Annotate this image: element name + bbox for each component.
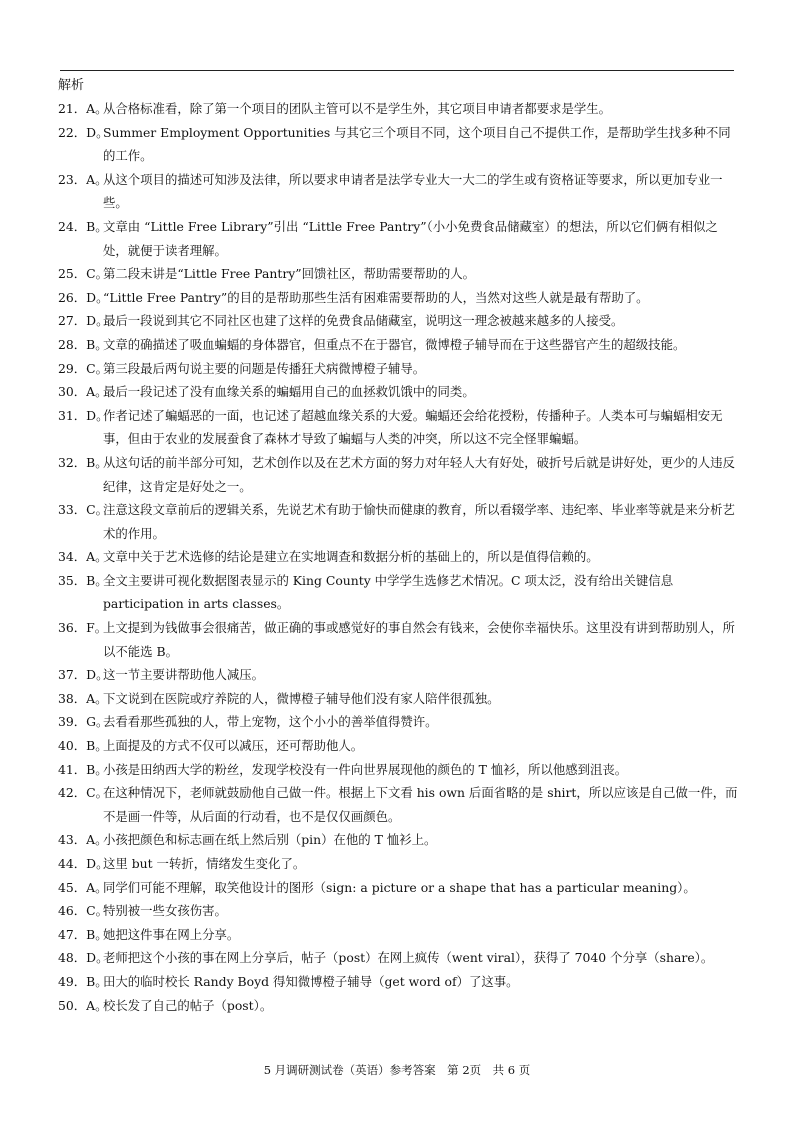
answer-explanation: 同学们可能不理解，取笑他设计的图形（sign: a picture or a shape that has a particular meaning）。 (103, 879, 696, 895)
answer-item (58, 380, 740, 404)
answer-explanation: 去看看那些孤独的人，带上宠物，这个小小的善举值得赞许。 (103, 714, 438, 730)
answer-explanation: 最后一段记述了没有血缘关系的蝙蝠用自己的血拯救饥饿中的同类。 (103, 384, 475, 400)
answer-explanation: 上面提及的方式不仅可以减压，还可帮助他人。 (103, 738, 364, 754)
answer-explanation: 注意这段文章前后的逻辑关系，先说艺术有助于愉快而健康的教育，所以看辍学率、违纪率、毕业率等就是来分析艺术的作用。 (103, 502, 735, 541)
answer-explanation: 特别被一些女孩伤害。 (103, 903, 227, 919)
answer-number: 49．B。 (58, 973, 108, 989)
answer-explanation: 从这个项目的描述可知涉及法律，所以要求申请者是法学专业大一大二的学生或有资格证等要求，所以更加专业一些。 (103, 171, 723, 211)
answer-explanation: Summer Employment Opportunities 与其它三个项目不同，这个项目自己不提供工作，是帮助学生找多种不同的工作。 (103, 124, 731, 164)
answer-number: 31．D。 (58, 407, 109, 423)
answer-number: 21．A。 (58, 101, 108, 116)
answer-number: 32．B。 (58, 454, 108, 470)
answer-item (58, 97, 740, 121)
answer-explanation: 从这句话的前半部分可知，艺术创作以及在艺术方面的努力对年轻人大有好处，破折号后就是讲好处，更少的人违反纪律，这肯定是好处之一。 (103, 454, 735, 494)
answer-number: 37．D。 (58, 667, 109, 683)
answer-item (58, 286, 740, 310)
answer-explanation: 第三段最后两句说主要的问题是传播狂犬病微博橙子辅导。 (103, 360, 426, 376)
answer-number: 44．D。 (58, 856, 109, 871)
answer-item (58, 404, 740, 451)
answer-explanation: 小孩是田纳西大学的粉丝，发现学校没有一件向世界展现他的颜色的 T 恤衫，所以他感到沮丧。 (103, 761, 628, 777)
answer-item (58, 451, 740, 498)
answer-explanation: 小孩把颜色和标志画在纸上然后别（pin）在他的 T 恤衫上。 (103, 832, 437, 848)
answer-item (58, 710, 740, 734)
answer-item (58, 734, 740, 758)
answer-number: 45．A。 (58, 879, 108, 895)
answer-item (58, 663, 740, 687)
answer-item (58, 569, 740, 616)
answer-number: 29．C。 (58, 360, 109, 376)
answer-number: 34．A。 (58, 549, 108, 565)
answer-explanation: 下文说到在医院或疗养院的人，微博橙子辅导他们没有家人陪伴很孤独。 (103, 690, 500, 706)
answer-number: 28．B。 (58, 336, 108, 352)
answer-number: 23．A。 (58, 171, 108, 187)
answer-item (58, 876, 740, 900)
answer-explanation: 老师把这个小孩的事在网上分享后，帖子（post）在网上疯传（went viral），获得了 7040 个分享（share）。 (103, 950, 714, 966)
answer-number: 25．C。 (58, 266, 109, 282)
answer-explanation: “Little Free Pantry”的目的是帮助那些生活有困难需要帮助的人，当然对这些人就是最有帮助了。 (103, 289, 649, 305)
header-rule (60, 70, 734, 71)
answer-item (58, 852, 740, 876)
answer-explanation: 田大的临时校长 Randy Boyd 得知微博橙子辅导（get word of）了这事。 (103, 973, 519, 989)
answer-item (58, 168, 740, 215)
answer-item (58, 781, 740, 828)
answer-item (58, 758, 740, 782)
answer-number: 22．D。 (58, 124, 109, 140)
answer-number: 30．A。 (58, 384, 108, 400)
answer-explanation: 从合格标准看，除了第一个项目的团队主管可以不是学生外，其它项目申请者都要求是学生。 (103, 101, 612, 116)
answer-number: 41．B。 (58, 761, 108, 777)
answer-explanation: 最后一段说到其它不同社区也建了这样的免费食品储藏室，说明这一理念被越来越多的人接受。 (103, 313, 624, 329)
answer-list (58, 97, 740, 1017)
answer-item (58, 899, 740, 923)
answer-item (58, 923, 740, 947)
answer-explanation: 第二段末讲是“Little Free Pantry”回馈社区，帮助需要帮助的人。 (103, 266, 476, 282)
answer-number: 42．C。 (58, 785, 109, 801)
answer-number: 36．F。 (58, 620, 108, 636)
answer-number: 33．C。 (58, 502, 109, 518)
answer-explanation: 这里 but 一转折，情绪发生变化了。 (103, 856, 306, 871)
answer-number: 47．B。 (58, 926, 108, 942)
answer-number: 50．A。 (58, 997, 108, 1013)
answer-number: 26．D。 (58, 289, 109, 305)
answer-explanation: 文章由 “Little Free Library”引出 “Little Free Pantry”（小小免费食品储藏室）的想法，所以它们俩有相似之处，就便于读者理解。 (103, 218, 718, 258)
answer-item (58, 309, 740, 333)
answer-explanation: 文章中关于艺术选修的结论是建立在实地调查和数据分析的基础上的，所以是值得信赖的。 (103, 549, 599, 565)
answer-number: 40．B。 (58, 738, 108, 754)
answer-explanation: 文章的确描述了吸血蝙蝠的身体器官，但重点不在于器官，微博橙子辅导而在于这些器官产生的超级技能。 (103, 336, 686, 352)
answer-number: 39．G。 (58, 714, 109, 730)
answer-number: 48．D。 (58, 950, 109, 966)
answer-item (58, 545, 740, 569)
page-footer: 5 月调研测试卷（英语）参考答案 第 2页 共 6 页 (263, 1063, 531, 1077)
answer-explanation: 在这种情况下，老师就鼓励他自己做一件。根据上下文看 his own 后面省略的是 shirt，所以应该是自己做一件，而不是画一件等，从后面的行动看，也不是仅仅画颜色。 (103, 785, 738, 824)
answer-item (58, 946, 740, 970)
answer-explanation: 校长发了自己的帖子（post）。 (103, 997, 273, 1013)
answer-item (58, 121, 740, 168)
answer-item (58, 333, 740, 357)
answer-item (58, 215, 740, 262)
answer-item (58, 262, 740, 286)
answer-number: 43．A。 (58, 832, 108, 848)
answer-explanation: 这一节主要讲帮助他人减压。 (103, 667, 265, 683)
answer-explanation: 上文提到为钱做事会很痛苦，做正确的事或感觉好的事自然会有钱来，会使你幸福快乐。这里没有讲到帮助别人，所以不能选 B。 (103, 620, 735, 659)
answer-number: 35．B。 (58, 572, 108, 588)
answer-number: 24．B。 (58, 218, 108, 234)
section-heading: 解析 (58, 78, 85, 93)
answer-number: 38．A。 (58, 690, 108, 706)
answer-item (58, 828, 740, 852)
answer-item (58, 970, 740, 994)
answer-explanation: 作者记述了蝙蝠恶的一面，也记述了超越血缘关系的大爱。蝙蝠还会给花授粉，传播种子。人类本可与蝙蝠相安无事，但由于农业的发展蚕食了森林才导致了蝙蝠与人类的冲突，所以这不完全怪罪蝙蝠。 (103, 407, 723, 447)
answer-item (58, 498, 740, 545)
answer-explanation: 全文主要讲可视化数据图表显示的 King County 中学学生选修艺术情况。C 项太泛，没有给出关键信息 participation in arts classes。 (103, 572, 674, 612)
answer-number: 27．D。 (58, 313, 109, 329)
answer-item (58, 357, 740, 381)
answer-item (58, 616, 740, 663)
answer-item (58, 994, 740, 1018)
answer-explanation: 她把这件事在网上分享。 (103, 926, 240, 942)
answer-item (58, 687, 740, 711)
answer-number: 46．C。 (58, 903, 109, 919)
